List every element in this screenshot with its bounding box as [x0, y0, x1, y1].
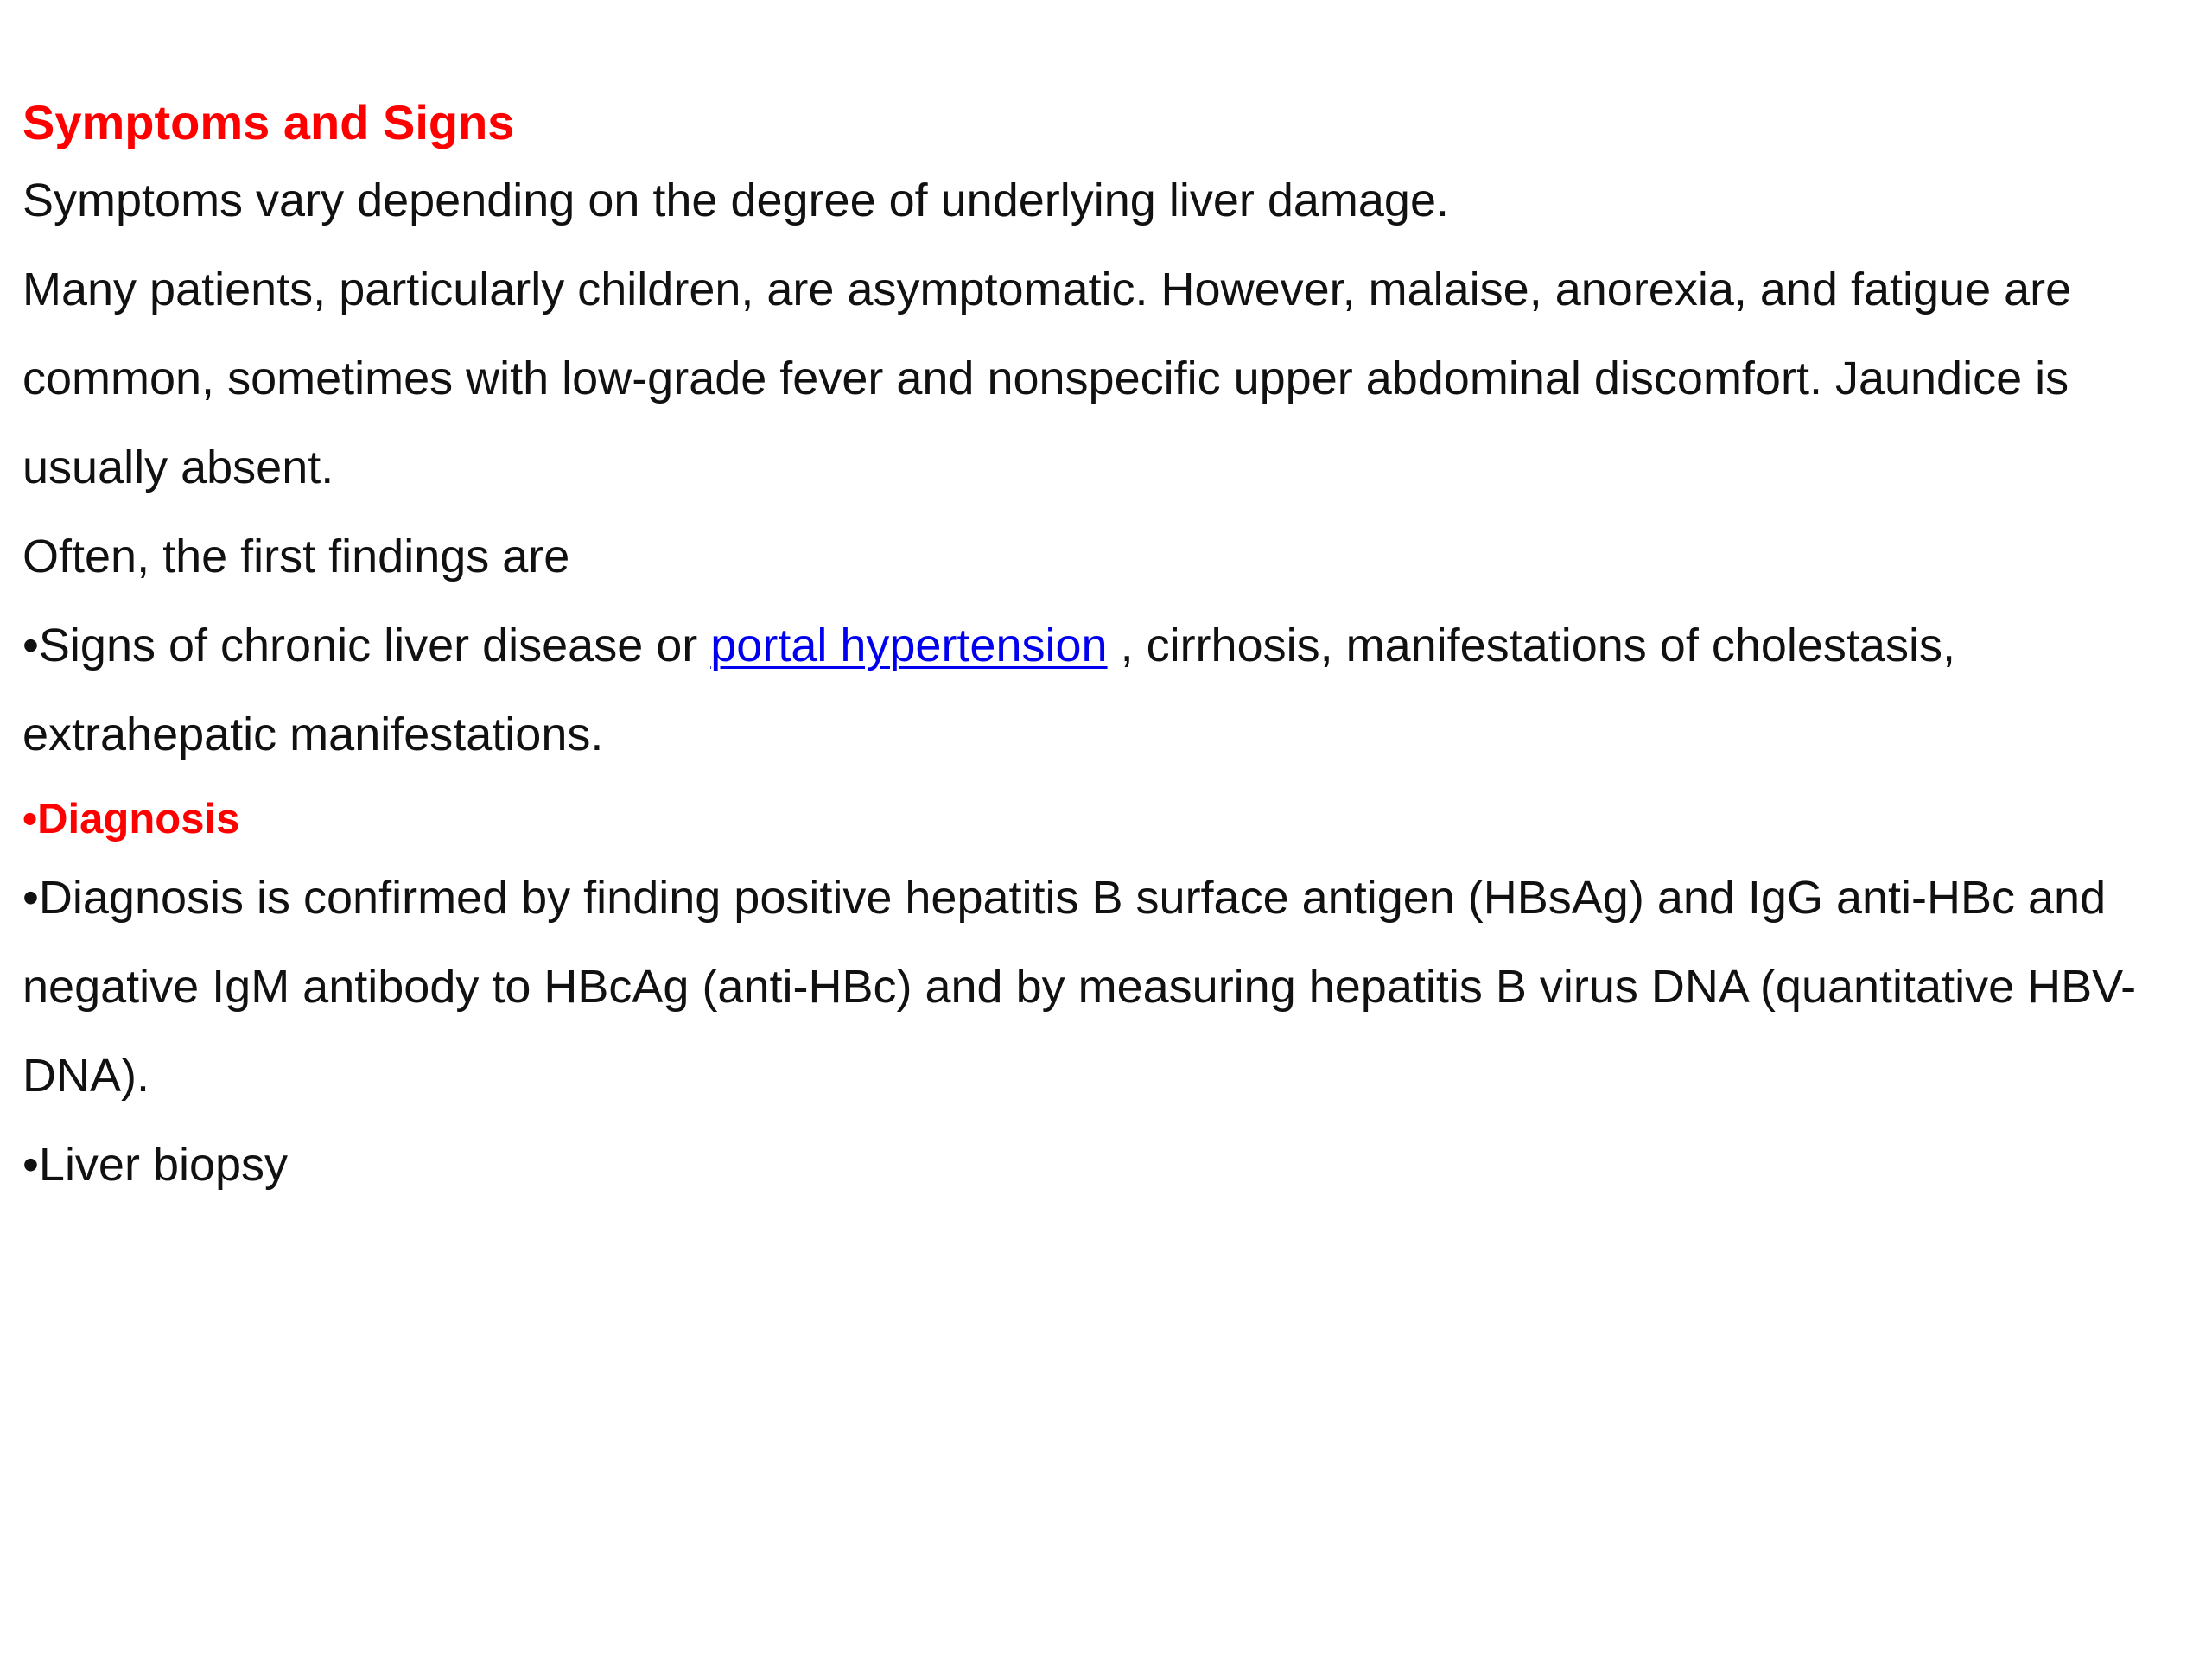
findings-suffix: , cirrhosis, manifestations of cholestasis, extrahepatic manifestations. [22, 620, 1955, 760]
symptoms-heading: Symptoms and Signs [22, 95, 515, 149]
diagnosis-heading: •Diagnosis [22, 796, 240, 842]
liver-biopsy-bullet: •Liver biopsy [22, 1139, 289, 1191]
symptoms-patients-paragraph: Many patients, particularly children, are asymptomatic. However, malaise, anorexia, and fatigue are common, sometimes with low-grade fever and nonspecific upper abdominal discomfort. Jaundice is usually absent. [22, 264, 2072, 493]
findings-bullet [22, 601, 2200, 779]
portal-hypertension-link[interactable]: portal hypertension [710, 620, 1108, 671]
findings-prefix: •Signs of chronic liver disease or [22, 620, 711, 671]
findings-intro: Often, the first findings are [22, 531, 570, 582]
symptoms-intro: Symptoms vary depending on the degree of underlying liver damage. [22, 175, 1449, 226]
diagnosis-confirm-bullet: •Diagnosis is confirmed by finding positive hepatitis B surface antigen (HBsAg) and IgG anti-HBc and negative IgM antibody to HBcAg (anti-HBc) and by measuring hepatitis B virus DNA (quantitative HBV-DNA). [22, 872, 2137, 1102]
